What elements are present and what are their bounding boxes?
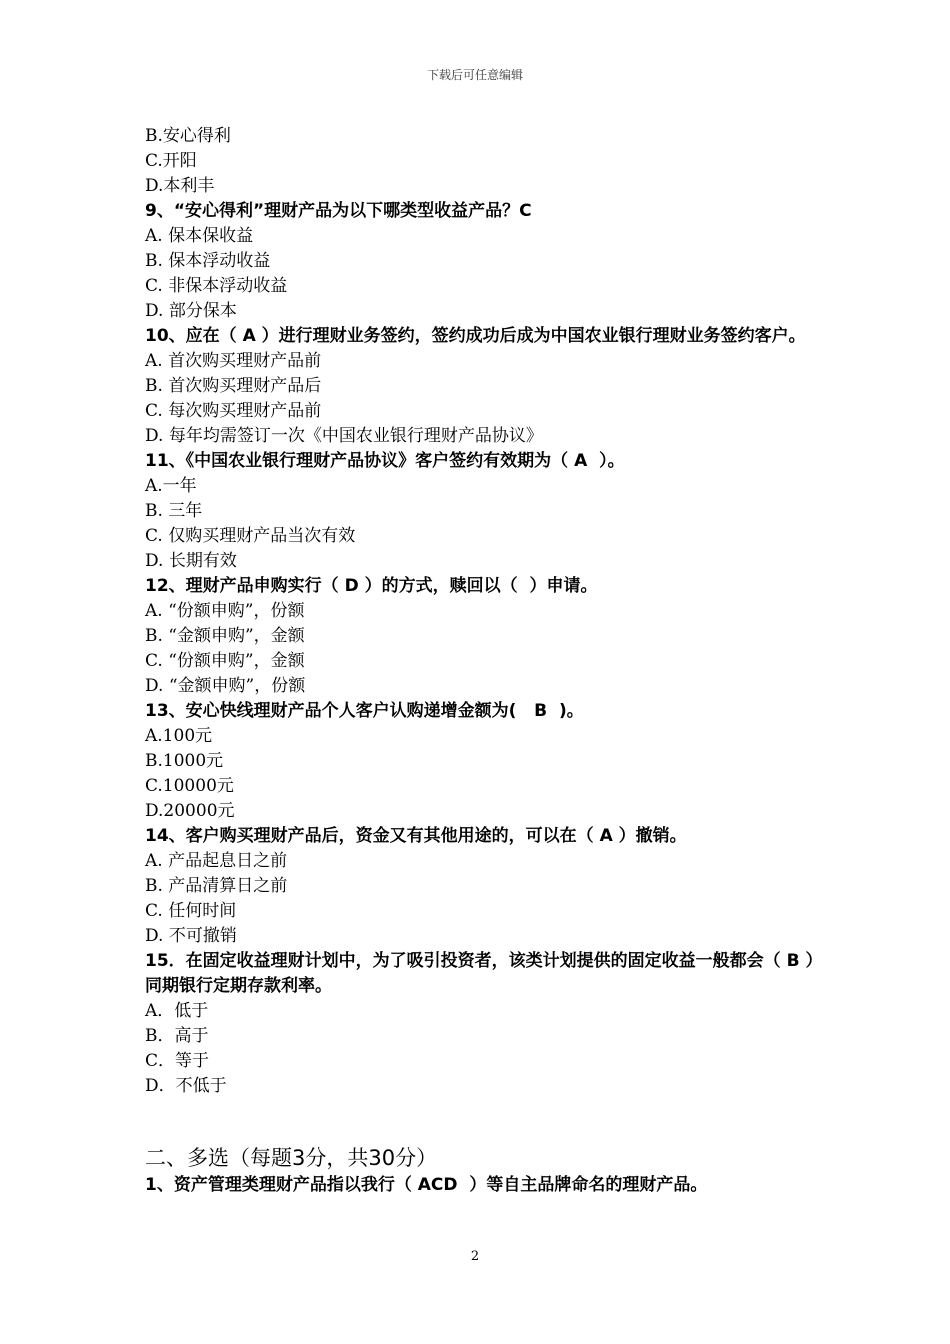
question-content [145,124,815,1198]
question-text: 10、应在（ A ）进行理财业务签约，签约成功后成为中国农业银行理财业务签约客户。 [145,326,806,346]
answer-option: A. 首次购买理财产品前 [145,351,322,371]
question-text: 13、安心快线理财产品个人客户认购递增金额为( B )。 [145,701,584,721]
section-gap [145,1099,815,1143]
answer-option: D. “金额申购”，份额 [145,676,306,696]
question-text: 15．在固定收益理财计划中，为了吸引投资者，该类计划提供的固定收益一般都会（ B ）同期银行定期存款利率。 [145,951,814,996]
answer-option: B. “金额申购”，金额 [145,626,305,646]
answer-option: B. 保本浮动收益 [145,251,271,271]
question-text: 9、“安心得利”理财产品为以下哪类型收益产品？C [145,201,532,221]
answer-option: C.10000元 [145,776,234,796]
answer-option: C. 任何时间 [145,901,237,921]
answer-option: D．不低于 [145,1076,227,1096]
answer-option: A. 产品起息日之前 [145,851,288,871]
answer-option: C. 仅购买理财产品当次有效 [145,526,356,546]
answer-option: D.20000元 [145,801,235,821]
answer-option: B. 产品清算日之前 [145,876,288,896]
question-lines [145,124,815,1099]
answer-option: B. 三年 [145,501,203,521]
answer-option: B.1000元 [145,751,224,771]
answer-option: A．低于 [145,1001,209,1021]
answer-option: A.一年 [145,476,197,496]
answer-option: D. 长期有效 [145,551,237,571]
question-text: 12、理财产品申购实行（ D ）的方式，赎回以（ ）申请。 [145,576,598,596]
answer-option: A. “份额申购”，份额 [145,601,305,621]
answer-option: D. 每年均需签订一次《中国农业银行理财产品协议》 [145,426,543,446]
answer-option: B．高于 [145,1026,209,1046]
page-number: 2 [470,1249,480,1264]
answer-option: D.本利丰 [145,176,215,196]
answer-option: C. 每次购买理财产品前 [145,401,322,421]
answer-option: C. 非保本浮动收益 [145,276,288,296]
page-header: 下载后可任意编辑 [426,68,523,82]
answer-option: D. 不可撤销 [145,926,237,946]
answer-option: C.开阳 [145,151,197,171]
answer-option: A. 保本保收益 [145,226,254,246]
answer-option: C. “份额申购”，金额 [145,651,305,671]
question-text: 11、《中国农业银行理财产品协议》客户签约有效期为（ A ）。 [145,451,625,471]
answer-option: A.100元 [145,726,213,746]
answer-option: D. 部分保本 [145,301,237,321]
answer-option: C．等于 [145,1051,210,1071]
multi-question-1: 1、资产管理类理财产品指以我行（ ACD ）等自主品牌命名的理财产品。 [145,1175,708,1195]
answer-option: B. 首次购买理财产品后 [145,376,322,396]
answer-option: B.安心得利 [145,126,231,146]
question-text: 14、客户购买理财产品后，资金又有其他用途的，可以在（ A ）撤销。 [145,826,687,846]
section-title: 二、多选（每题3分，共30分） [145,1146,438,1170]
